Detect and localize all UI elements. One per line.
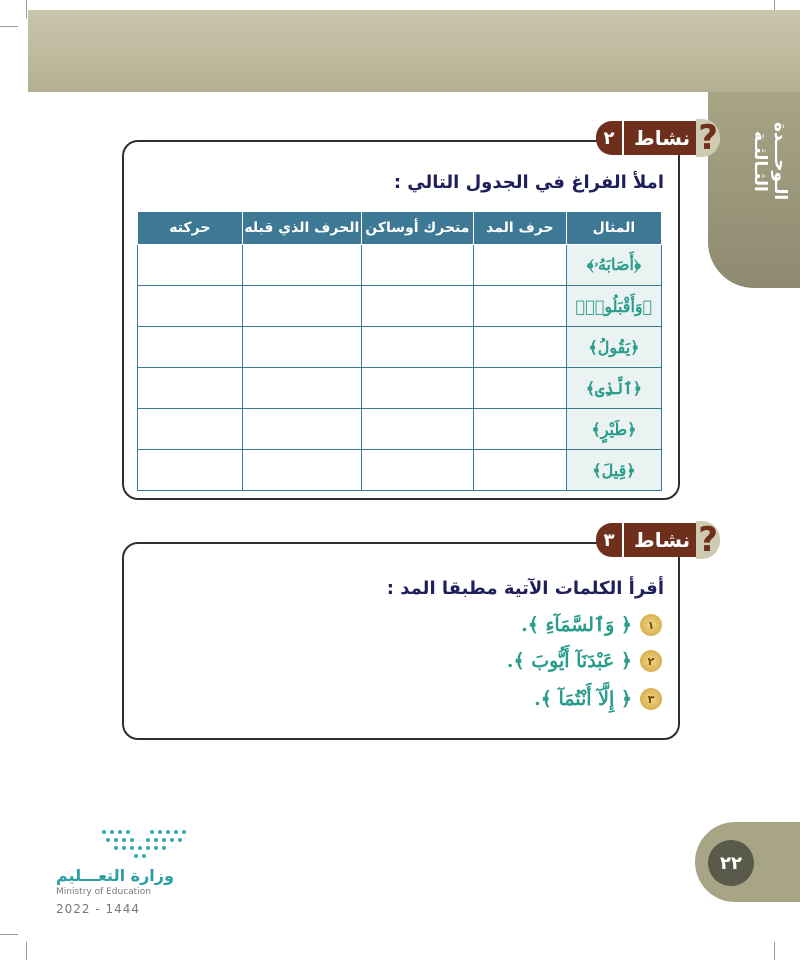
column-header: الحرف الذي قبله [242,212,361,245]
blank-cell[interactable] [361,327,473,368]
fill-table [137,211,662,491]
example-cell: ﴿وَأَقْبَلُوا۟﴾ [566,286,661,327]
blank-cell[interactable] [242,327,361,368]
activity-2-instruction: املأ الفراغ في الجدول التالي : [393,172,664,193]
unit-title: الـوحـــدة الثـالثـة [750,121,790,201]
quran-word: ﴿ وَٱلسَّمَآءِ ﴾. [521,614,632,636]
number-flower-icon: ٣ [640,688,662,710]
activity-3-number: ٣ [596,523,622,557]
column-header: حركته [138,212,243,245]
number-flower-icon: ٢ [640,650,662,672]
table-row [138,245,662,286]
activity-3-tag [596,520,720,560]
crop-mark [26,0,27,18]
header-banner [28,10,800,92]
blank-cell[interactable] [242,409,361,450]
crop-mark [774,942,775,960]
blank-cell[interactable] [242,368,361,409]
table-row [138,450,662,491]
example-cell: ﴿قِيلَ﴾ [566,450,661,491]
question-mark-icon: ? [696,521,720,559]
column-header: المثال [566,212,661,245]
blank-cell[interactable] [361,409,473,450]
word-item [507,650,662,672]
activity-2-label: نشاط [622,121,696,155]
table-row [138,409,662,450]
activity-2-number: ٢ [596,121,622,155]
activity-3-box [122,542,680,740]
word-item [521,614,662,636]
blank-cell[interactable] [361,450,473,491]
example-cell: ﴿يَقُولُ﴾ [566,327,661,368]
edition-year: 2022 - 1444 [56,902,141,916]
blank-cell[interactable] [361,286,473,327]
word-item [534,688,662,710]
table-header-row [138,212,662,245]
blank-cell[interactable] [242,286,361,327]
blank-cell[interactable] [473,245,566,286]
blank-cell[interactable] [361,368,473,409]
activity-3-instruction: أقرأ الكلمات الآتية مطبقا المد : [386,578,664,599]
quran-word: ﴿ إِلَّآ أَنْتُمَآ ﴾. [534,688,632,710]
column-header: حرف المد [473,212,566,245]
blank-cell[interactable] [361,245,473,286]
question-mark-icon: ? [696,119,720,157]
table-row [138,368,662,409]
blank-cell[interactable] [242,450,361,491]
blank-cell[interactable] [138,327,243,368]
page-number: ٢٢ [708,840,754,886]
example-cell: ﴿ٱلَّذِى﴾ [566,368,661,409]
blank-cell[interactable] [138,245,243,286]
example-cell: ﴿طَيْرٍ﴾ [566,409,661,450]
activity-3-label: نشاط [622,523,696,557]
blank-cell[interactable] [138,286,243,327]
ministry-name-arabic: وزارة التعـــليم [56,866,174,885]
crop-mark [0,26,18,27]
column-header: متحرك أوساكن [361,212,473,245]
blank-cell[interactable] [473,368,566,409]
ministry-logo-icon [54,826,194,862]
crop-mark [26,942,27,960]
blank-cell[interactable] [473,450,566,491]
number-flower-icon: ١ [640,614,662,636]
blank-cell[interactable] [473,286,566,327]
blank-cell[interactable] [138,450,243,491]
blank-cell[interactable] [473,327,566,368]
quran-word: ﴿ عَبْدَنَآ أَيُّوبَ ﴾. [506,650,632,672]
table-row [138,327,662,368]
table-row [138,286,662,327]
example-cell: ﴿أَصَابَهُۥ﴾ [566,245,661,286]
crop-mark [0,934,18,935]
blank-cell[interactable] [138,409,243,450]
ministry-name-english: Ministry of Education [56,887,151,897]
activity-2-tag [596,118,720,158]
blank-cell[interactable] [242,245,361,286]
blank-cell[interactable] [138,368,243,409]
blank-cell[interactable] [473,409,566,450]
